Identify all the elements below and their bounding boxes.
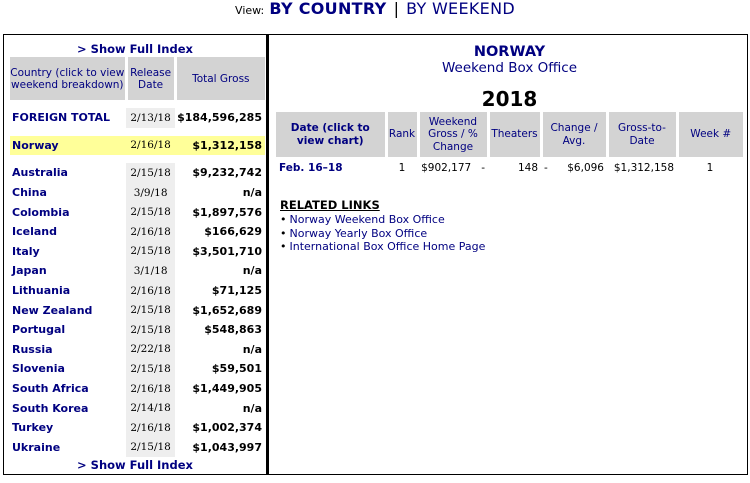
country-release-date: 2/15/18: [126, 163, 175, 183]
country-row[interactable]: [10, 379, 265, 399]
country-name[interactable]: Australia: [12, 166, 68, 180]
country-release-date: 2/15/18: [126, 202, 175, 222]
country-name[interactable]: Norway: [10, 136, 126, 156]
related-links-section: [280, 199, 747, 254]
gross-to-date: $1,312,158: [613, 162, 674, 174]
foreign-total-gross: $184,596,285: [177, 111, 262, 125]
country-row[interactable]: [10, 183, 265, 203]
country-total-gross: $166,629: [204, 225, 262, 239]
country-release-date: 2/16/18: [126, 222, 175, 242]
country-total-gross: $9,232,742: [192, 166, 262, 180]
country-total-gross: $71,125: [211, 284, 262, 298]
foreign-total-label: FOREIGN TOTAL: [12, 111, 111, 125]
related-link[interactable]: Norway Yearly Box Office: [289, 226, 428, 240]
country-name[interactable]: New Zealand: [12, 303, 93, 317]
weekend-box-office-pane: [272, 35, 747, 474]
show-full-index-link-top[interactable]: > Show Full Index: [77, 42, 193, 56]
country-row[interactable]: [10, 281, 265, 301]
country-release-date: 2/22/18: [126, 340, 175, 360]
weekend-pct-change: -: [481, 162, 485, 174]
country-row[interactable]: [10, 320, 265, 340]
country-total-gross: $1,652,689: [192, 303, 262, 317]
country-row[interactable]: [10, 340, 265, 360]
country-name[interactable]: Iceland: [12, 225, 57, 239]
country-name[interactable]: South Africa: [12, 382, 89, 396]
bullet-icon: •: [280, 226, 287, 240]
change-avg-cell: [541, 157, 607, 179]
country-title: NORWAY: [473, 44, 546, 60]
country-total-gross: $1,449,905: [192, 382, 262, 396]
country-name[interactable]: Turkey: [12, 421, 54, 435]
country-name[interactable]: Lithuania: [12, 284, 71, 298]
selected-country-row[interactable]: [10, 136, 265, 156]
country-release-date: 2/15/18: [126, 300, 175, 320]
country-release-date: 2/16/18: [126, 379, 175, 399]
country-row[interactable]: [10, 222, 265, 242]
country-row[interactable]: [10, 359, 265, 379]
country-release-date: 2/16/18: [126, 136, 175, 156]
country-table: [10, 57, 265, 457]
foreign-total-date: 2/13/18: [126, 108, 175, 128]
theater-change: -: [544, 162, 548, 174]
country-total-gross: $1,043,997: [192, 440, 262, 454]
view-by-weekend-link[interactable]: BY WEEKEND: [406, 0, 515, 18]
column-header-rank: Rank: [386, 112, 418, 157]
country-name[interactable]: South Korea: [12, 401, 89, 415]
view-separator: |: [393, 0, 399, 18]
country-name[interactable]: Colombia: [12, 205, 70, 219]
related-link-item[interactable]: [280, 240, 747, 254]
column-header-gross-to-date: Gross-to-Date: [607, 112, 677, 157]
country-total-gross: n/a: [242, 342, 262, 356]
content-frame: [3, 34, 748, 475]
column-header-week: Week #: [677, 112, 743, 157]
view-switcher: [0, 0, 750, 22]
country-release-date: 3/1/18: [126, 261, 175, 281]
country-row[interactable]: [10, 202, 265, 222]
country-total-gross: n/a: [242, 401, 262, 415]
weekend-gross-cell: [418, 157, 488, 179]
view-by-country-current: BY COUNTRY: [269, 0, 387, 18]
country-total-gross: $1,312,158: [175, 136, 265, 156]
country-name[interactable]: Japan: [12, 264, 47, 278]
country-total-gross: $59,501: [211, 362, 262, 376]
column-header-date: Date (click to view chart): [276, 112, 386, 157]
country-release-date: 2/16/18: [126, 418, 175, 438]
country-name[interactable]: Ukraine: [12, 440, 61, 454]
column-header-release-date: Release Date: [126, 57, 175, 100]
show-full-index-link-bottom[interactable]: > Show Full Index: [77, 458, 193, 473]
weekend-date-link[interactable]: Feb. 16–18: [279, 162, 343, 174]
foreign-total-row: [10, 108, 265, 128]
related-link-item[interactable]: [280, 213, 747, 227]
column-header-country: Country (click to view weekend breakdown): [10, 57, 126, 100]
country-release-date: 2/15/18: [126, 359, 175, 379]
country-release-date: 2/15/18: [126, 320, 175, 340]
week-number: 1: [706, 162, 714, 174]
country-release-date: 2/15/18: [126, 438, 175, 458]
country-row[interactable]: [10, 418, 265, 438]
country-release-date: 3/9/18: [126, 183, 175, 203]
page-subtitle: Weekend Box Office: [441, 60, 578, 76]
column-header-change-avg: Change / Avg.: [541, 112, 607, 157]
country-name[interactable]: Portugal: [12, 323, 66, 337]
country-total-gross: $548,863: [204, 323, 262, 337]
weekend-gross: $902,177: [421, 162, 472, 174]
country-release-date: 2/15/18: [126, 242, 175, 262]
related-link[interactable]: Norway Weekend Box Office: [289, 213, 445, 226]
country-total-gross: $1,897,576: [192, 205, 262, 219]
country-row[interactable]: [10, 261, 265, 281]
weekend-row[interactable]: [276, 157, 743, 179]
country-total-gross: n/a: [242, 186, 262, 200]
country-name[interactable]: China: [12, 186, 47, 200]
country-total-gross: $3,501,710: [192, 244, 262, 258]
country-release-date: 2/14/18: [126, 398, 175, 418]
related-links-list: [280, 213, 747, 254]
country-row[interactable]: [10, 398, 265, 418]
country-list-pane: [4, 35, 269, 474]
country-name[interactable]: Italy: [12, 244, 40, 258]
country-release-date: 2/16/18: [126, 281, 175, 301]
bullet-icon: •: [280, 213, 287, 226]
column-header-theaters: Theaters: [488, 112, 541, 157]
country-row[interactable]: [10, 438, 265, 458]
related-link[interactable]: International Box Office Home Page: [289, 240, 486, 253]
country-name[interactable]: Slovenia: [12, 362, 65, 376]
country-row[interactable]: [10, 300, 265, 320]
view-label: View:: [235, 4, 265, 17]
column-header-weekend-gross: Weekend Gross / % Change: [418, 112, 488, 157]
country-row[interactable]: [10, 242, 265, 262]
country-total-gross: $1,002,374: [192, 421, 262, 435]
average: $6,096: [567, 162, 604, 174]
country-name[interactable]: Russia: [12, 342, 53, 356]
country-total-gross: n/a: [242, 264, 262, 278]
column-header-total-gross: Total Gross: [175, 57, 265, 100]
bullet-icon: •: [280, 240, 287, 253]
country-row[interactable]: [10, 163, 265, 183]
related-link-item[interactable]: [280, 227, 747, 241]
year-heading: 2018: [481, 87, 538, 111]
weekend-rank: 1: [398, 162, 406, 174]
theaters: 148: [517, 162, 538, 174]
weekend-table: [276, 112, 743, 179]
related-links-heading: RELATED LINKS: [280, 198, 380, 212]
